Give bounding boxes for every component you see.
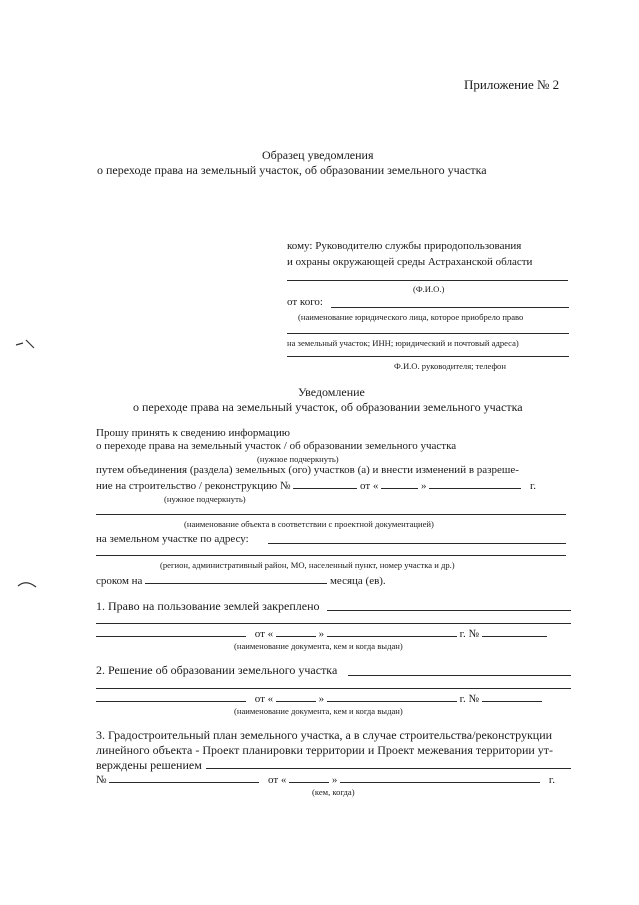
address-line-2[interactable]: [96, 555, 566, 556]
section3-date-line: [96, 773, 555, 786]
scan-mark-1: [14, 336, 36, 350]
from-hint-1: (наименование юридического лица, которое приобрело право: [298, 312, 524, 322]
section2-number-field[interactable]: [482, 692, 542, 702]
permit-quote-close: »: [420, 480, 427, 492]
notice-subtitle: о переходе права на земельный участок, об образовании земельного участка: [133, 400, 523, 414]
header-title: Образец уведомления: [262, 148, 374, 162]
section2-title: 2. Решение об образовании земельного участка: [96, 663, 338, 677]
notice-title: Уведомление: [298, 385, 365, 399]
section2-year-no-label: г. №: [459, 693, 479, 705]
section1-day-field[interactable]: [276, 627, 316, 637]
section3-from-label: от «: [268, 774, 287, 786]
section3-line-1: 3. Градостроительный план земельного участка, а в случае строительства/реконструкции: [96, 728, 553, 742]
from-line: [331, 307, 569, 308]
section1-hint: (наименование документа, кем и когда выдан): [234, 641, 403, 651]
section3-quote-close: »: [331, 774, 338, 786]
term-line: [96, 574, 386, 587]
scan-mark-2: [16, 577, 38, 591]
header-subtitle: о переходе права на земельный участок, об образовании земельного участка: [97, 163, 487, 177]
fio-line: [287, 280, 568, 281]
body-hint-underline: (нужное подчеркнуть): [257, 454, 339, 464]
from-hint-2: на земельный участок; ИНН; юридический и почтовый адреса): [287, 338, 519, 348]
appendix-label: Приложение № 2: [464, 77, 560, 92]
section1-number-field[interactable]: [482, 627, 547, 637]
section2-line-2[interactable]: [96, 688, 571, 689]
body-line-2: о переходе права на земельный участок / об образовании земельного участка: [96, 440, 457, 452]
section1-from-label: от «: [254, 628, 274, 640]
permit-from-label: от «: [360, 480, 379, 492]
section2-quote-close: »: [318, 693, 325, 705]
section1-year-no-label: г. №: [459, 628, 479, 640]
section3-no-label: №: [96, 774, 107, 786]
from-line-3: [287, 356, 569, 357]
permit-label: ние на строительство / реконструкцию №: [96, 480, 291, 492]
from-label: от кого:: [287, 296, 323, 308]
section2-month-field[interactable]: [327, 692, 457, 702]
section1-quote-close: »: [318, 628, 325, 640]
section1-doc-field[interactable]: [96, 627, 246, 637]
section2-day-field[interactable]: [276, 692, 316, 702]
section2-date-line: [96, 692, 542, 705]
body-hint-underline-2: (нужное подчеркнуть): [164, 494, 246, 504]
permit-number-field[interactable]: [293, 479, 357, 489]
object-name-hint: (наименование объекта в соответствии с проектной документацией): [184, 519, 434, 529]
term-label: сроком на: [96, 575, 143, 587]
section2-from-label: от «: [254, 693, 274, 705]
address-label: на земельном участке по адресу:: [96, 533, 249, 545]
permit-year-label: г.: [529, 480, 536, 492]
section2-hint: (наименование документа, кем и когда выдан): [234, 706, 403, 716]
section1-title: 1. Право на пользование землей закреплено: [96, 599, 320, 613]
from-line-2: [287, 333, 569, 334]
permit-day-field[interactable]: [381, 479, 418, 489]
permit-month-field[interactable]: [429, 479, 521, 489]
fio-hint: (Ф.И.О.): [413, 284, 445, 294]
section1-line-1[interactable]: [327, 610, 571, 611]
section3-line-2: линейного объекта - Проект планировки территории и Проект межевания территории ут-: [96, 743, 554, 757]
to-line-1: кому: Руководителю службы природопользования: [287, 240, 522, 252]
object-name-line[interactable]: [96, 514, 566, 515]
body-line-3: путем объединения (раздела) земельных (ого) участков (а) и внести изменений в разреше-: [96, 464, 519, 476]
section2-line-1[interactable]: [348, 675, 571, 676]
from-hint-3: Ф.И.О. руководителя; телефон: [394, 361, 506, 371]
term-unit: месяца (ев).: [329, 575, 386, 587]
section3-number-field[interactable]: [109, 773, 259, 783]
section2-doc-field[interactable]: [96, 692, 246, 702]
body-line-1: Прошу принять к сведению информацию: [96, 427, 291, 439]
address-line-1[interactable]: [268, 543, 566, 544]
body-line-4: [96, 479, 536, 492]
section1-month-field[interactable]: [327, 627, 457, 637]
section3-decision-line[interactable]: [206, 768, 571, 769]
section3-month-field[interactable]: [340, 773, 540, 783]
to-line-2: и охраны окружающей среды Астраханской области: [287, 256, 533, 268]
section3-year-label: г.: [548, 774, 555, 786]
address-hint: (регион, административный район, МО, населенный пункт, номер участка и др.): [160, 560, 455, 570]
section3-hint: (кем, когда): [312, 787, 355, 797]
term-field[interactable]: [145, 574, 327, 584]
section3-line-3: верждены решением: [96, 758, 202, 772]
section1-date-line: [96, 627, 547, 640]
section3-day-field[interactable]: [289, 773, 329, 783]
section1-line-2[interactable]: [96, 623, 571, 624]
